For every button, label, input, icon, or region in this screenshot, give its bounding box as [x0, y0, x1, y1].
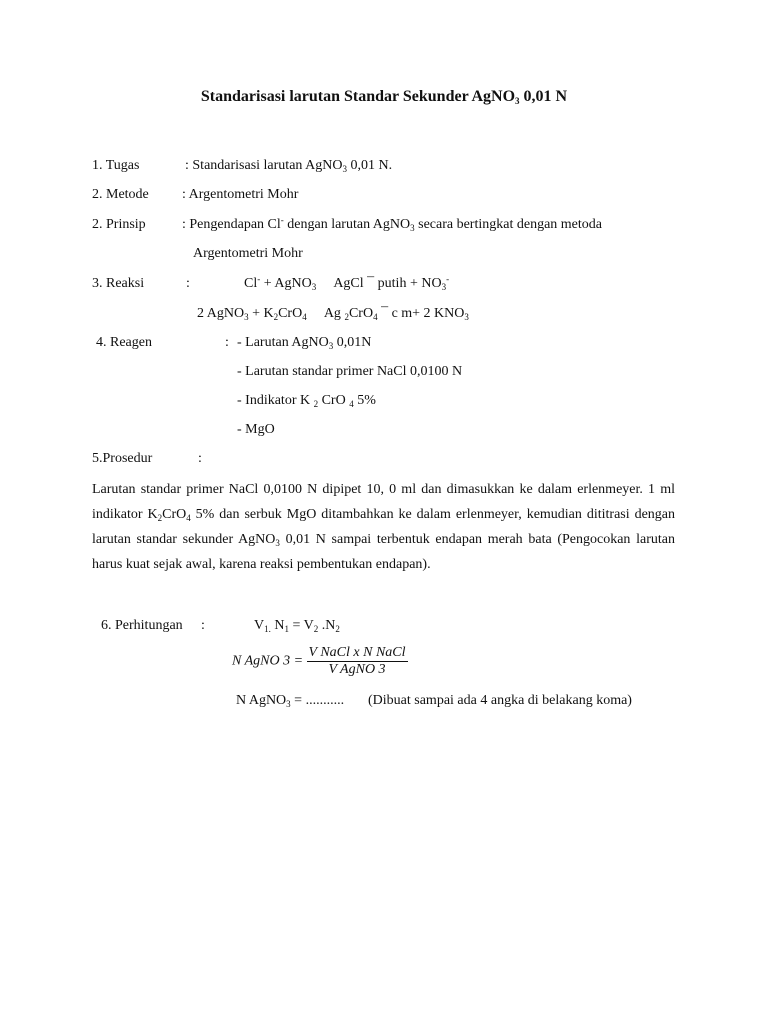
prinsip-label: 2. Prinsip — [92, 217, 146, 232]
reaksi-equation-1: Cl- + AgNO$_3$   AgCl ¯ putih + $NO_3^-$ — [244, 274, 450, 292]
normality-formula — [232, 645, 408, 678]
formula-lhs: N AgNO 3 = — [232, 653, 304, 669]
reagen-item-2: - Larutan standar primer NaCl 0,0100 N — [237, 364, 463, 379]
formula-denominator: V AgNO 3 — [328, 662, 386, 677]
formula-numerator: V NaCl x N NaCl — [308, 645, 406, 660]
reaksi-equation-2: 2 AgNO$_3$ + $K_2CrO_4$   Ag $_2$CrO$_4$ ¯ c m+ 2 $KNO_3$ — [197, 306, 469, 322]
tugas-label: 1. Tugas — [92, 158, 140, 173]
prosedur-colon: : — [198, 451, 202, 466]
reagen-item-1: - Larutan AgNO$_3$ 0,01N — [237, 335, 372, 351]
reaksi-colon: : — [186, 276, 190, 291]
perhitungan-colon: : — [201, 618, 205, 633]
metode-label: 2. Metode — [92, 187, 149, 202]
reagen-item-3: - Indikator K $_2$ CrO $_4$ 5% — [237, 393, 376, 409]
metode-value: : Argentometri Mohr — [182, 187, 299, 202]
result-note: (Dibuat sampai ada 4 angka di belakang koma) — [368, 693, 632, 708]
prosedur-label: 5.Prosedur — [92, 451, 153, 466]
page-title: Standarisasi larutan Standar Sekunder AgNO$_3$ 0,01 N — [200, 88, 568, 106]
prinsip-line-1: : Pengendapan Cl- dengan larutan AgNO$_3$ secara bertingkat dengan metoda — [182, 215, 602, 233]
formula-fraction — [307, 645, 408, 678]
perhitungan-label: 6. Perhitungan — [101, 618, 183, 633]
reagen-colon: : — [225, 335, 229, 350]
result-line: N AgNO$_3$ = ........... — [236, 693, 345, 709]
reagen-item-4: - MgO — [237, 422, 275, 437]
reaksi-label: 3. Reaksi — [92, 276, 145, 291]
tugas-value: : Standarisasi larutan AgNO$_3$ 0,01 N. — [185, 158, 393, 174]
prosedur-paragraph: Larutan standar primer NaCl 0,0100 N dipipet 10, 0 ml dan dimasukkan ke dalam erlenmeyer. 1 ml indikator $K_2CrO_4$ 5% dan serbuk MgO ditambahkan ke dalam erlenmeyer, kemudian dititrasi dengan larutan standar sekunder AgNO$_3$ 0,01 N sampai terbentuk endapan merah bata (Pengocokan larutan harus kuat sejak awal, karena reaksi pembentukan endapan). — [92, 482, 676, 572]
reagen-label: 4. Reagen — [96, 335, 152, 350]
perhitungan-equation: $V_{1.}$ $N_1 = V_2$ $.N_2$ — [254, 618, 340, 634]
prinsip-line-2: Argentometri Mohr — [193, 246, 303, 261]
